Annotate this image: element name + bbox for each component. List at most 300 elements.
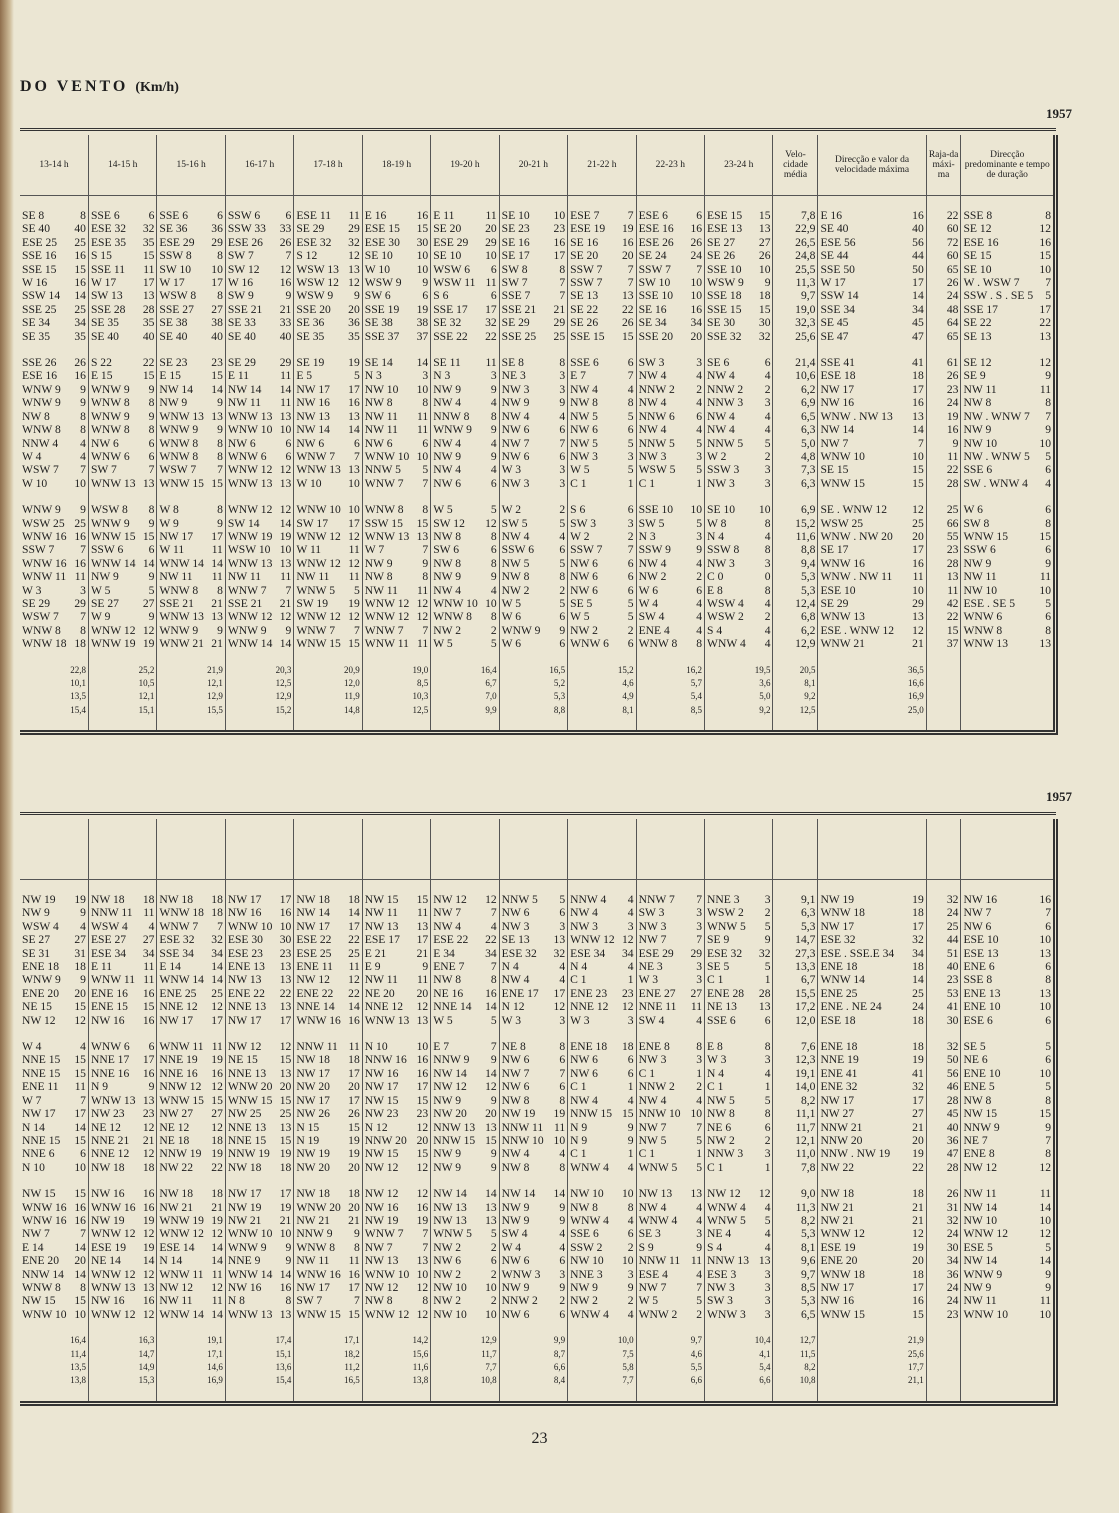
table-cell — [499, 933, 567, 946]
table-cell — [431, 610, 499, 623]
table-cell — [362, 383, 430, 396]
wind-value — [639, 1254, 702, 1267]
table-cell — [568, 303, 636, 316]
wind-value — [639, 1094, 702, 1107]
table-cell — [636, 1121, 704, 1134]
wind-speed: 16 — [74, 556, 86, 570]
wind-direction: W 17 — [159, 276, 185, 290]
wind-value — [91, 276, 154, 289]
average-cell: 20,9 — [294, 664, 362, 677]
wind-value — [365, 570, 428, 583]
spacer-cell — [926, 1027, 961, 1040]
table-cell — [818, 396, 926, 409]
wind-speed: 9 — [490, 449, 497, 463]
wind-speed: 40 — [912, 222, 924, 236]
wind-value — [963, 893, 1051, 906]
wind-value — [570, 396, 633, 409]
average-cell — [961, 664, 1053, 677]
wind-value — [159, 423, 222, 436]
wind-direction: WNW 21 — [159, 637, 204, 651]
wind-speed: 12 — [211, 1120, 223, 1134]
wind-value — [296, 209, 359, 222]
table-cell — [961, 1147, 1053, 1160]
spacer-cell — [362, 1027, 430, 1040]
wind-speed: 13 — [690, 1187, 703, 1201]
table-cell — [705, 249, 773, 262]
wind-direction: NNE 13 — [227, 1120, 267, 1134]
wind-value — [365, 1080, 428, 1093]
wind-value — [502, 637, 565, 650]
table-cell — [88, 1121, 156, 1134]
table-cell — [157, 410, 225, 423]
table-cell — [568, 1080, 636, 1093]
table-cell — [294, 249, 362, 262]
wind-direction: SSW 8 — [159, 249, 192, 263]
table-cell: 6,3 — [773, 906, 818, 919]
wind-value — [228, 1040, 291, 1053]
wind-speed: 21 — [142, 1133, 155, 1147]
table-cell: 19,0 — [773, 303, 818, 316]
wind-value — [502, 1294, 565, 1307]
wind-value — [570, 1308, 633, 1321]
table-cell — [20, 289, 88, 302]
wind-direction: ENE 15 — [90, 1000, 128, 1014]
wind-speed: 3 — [696, 529, 703, 543]
wind-value — [296, 960, 359, 973]
table-cell — [818, 973, 926, 986]
wind-speed: 4 — [627, 906, 634, 920]
table-cell — [499, 906, 567, 919]
table-cell — [705, 383, 773, 396]
table-cell — [88, 933, 156, 946]
table-cell — [294, 1000, 362, 1013]
wind-value — [159, 249, 222, 262]
wind-direction: WNW 11 — [22, 570, 67, 584]
table-cell: 47 — [926, 1147, 961, 1160]
table-cell — [705, 503, 773, 516]
wind-value — [820, 1067, 923, 1080]
wind-speed: 14 — [553, 1187, 566, 1201]
table-cell — [705, 947, 773, 960]
wind-value — [22, 987, 86, 1000]
wind-direction: NNW 13 — [707, 1254, 750, 1268]
table-cell — [818, 1268, 926, 1281]
wind-speed: 18 — [279, 1160, 292, 1174]
wind-speed: 14 — [74, 1240, 86, 1254]
wind-speed: 10 — [1039, 583, 1051, 597]
table-cell — [431, 906, 499, 919]
table-cell — [225, 610, 293, 623]
wind-direction: SE 44 — [820, 249, 849, 263]
wind-direction: SE 27 — [22, 933, 51, 947]
wind-speed: 18 — [74, 960, 86, 974]
table-cell: 4,8 — [773, 450, 818, 463]
spacer-row — [20, 196, 1053, 210]
average-cell: 9,7 — [636, 1334, 704, 1347]
table-cell: 51 — [926, 947, 961, 960]
wind-value — [22, 423, 86, 436]
table-cell: 23 — [926, 973, 961, 986]
wind-value — [963, 1254, 1051, 1267]
wind-direction: NW 8 — [570, 396, 598, 410]
wind-speed: 4 — [80, 436, 86, 450]
wind-value — [365, 263, 428, 276]
table-cell — [818, 450, 926, 463]
wind-speed: 9 — [764, 276, 771, 290]
wind-speed: 10 — [1039, 436, 1051, 450]
table-cell — [568, 610, 636, 623]
wind-speed: 14 — [74, 1267, 86, 1281]
wind-direction: NW 8 — [433, 973, 462, 987]
wind-value — [22, 356, 86, 369]
table-cell — [568, 1187, 636, 1200]
wind-direction: NW 19 — [227, 1200, 262, 1214]
wind-speed: 14 — [416, 356, 429, 370]
table-cell — [961, 303, 1053, 316]
table-cell — [20, 920, 88, 933]
table-cell — [431, 597, 499, 610]
wind-direction: NW 3 — [707, 556, 735, 570]
table-cell — [294, 597, 362, 610]
wind-speed: 16 — [279, 1280, 292, 1294]
table-cell — [225, 1281, 293, 1294]
wind-direction: NW 21 — [159, 1200, 194, 1214]
spacer-cell — [225, 1321, 293, 1334]
wind-speed: 8 — [353, 1240, 360, 1254]
table-top-rule — [20, 128, 1056, 131]
table-cell — [88, 1094, 156, 1107]
spacer-cell — [294, 343, 362, 356]
spacer-cell — [961, 1027, 1053, 1040]
table-cell — [157, 637, 225, 650]
table-cell — [818, 933, 926, 946]
wind-speed: 10 — [912, 449, 924, 463]
wind-value — [159, 987, 222, 1000]
wind-speed: 17 — [74, 1107, 86, 1121]
wind-value — [570, 1080, 633, 1093]
wind-direction: WNW 19 — [90, 637, 136, 651]
wind-direction: SE 31 — [22, 946, 51, 960]
wind-direction: NW 9 — [159, 396, 188, 410]
wind-direction: SE 5 — [570, 596, 593, 610]
table-cell — [499, 1308, 567, 1321]
table-cell — [20, 209, 88, 222]
wind-direction: ESE 3 — [707, 1267, 737, 1281]
wind-value — [159, 906, 222, 919]
spacer-cell — [636, 1174, 704, 1187]
wind-speed: 15 — [348, 1120, 360, 1134]
table-cell — [431, 557, 499, 570]
wind-value — [91, 1121, 154, 1134]
table-cell — [20, 1294, 88, 1307]
wind-speed: 7 — [422, 476, 429, 490]
wind-direction: ESE . WNW 12 — [820, 623, 895, 637]
wind-speed: 34 — [690, 316, 703, 330]
wind-speed: 7 — [696, 262, 703, 276]
table-cell — [157, 369, 225, 382]
wind-speed: 12 — [1039, 1227, 1051, 1241]
wind-direction: NW 14 — [296, 423, 330, 437]
wind-direction: ENE 20 — [22, 1254, 60, 1268]
table-cell: 23 — [926, 383, 961, 396]
spacer-cell — [88, 1388, 156, 1401]
wind-direction: SW 14 — [227, 516, 260, 530]
wind-value — [570, 597, 633, 610]
table-cell — [568, 517, 636, 530]
column-header — [636, 819, 704, 880]
wind-direction: SSE 10 — [638, 289, 674, 303]
wind-direction: SSE 21 — [227, 596, 263, 610]
column-header: 15-16 h — [157, 135, 225, 196]
wind-speed: 8 — [217, 503, 223, 517]
average-cell: 16,4 — [431, 664, 499, 677]
wind-value — [22, 1308, 86, 1321]
wind-direction: ESE 25 — [22, 235, 58, 249]
wind-direction: NW 4 — [638, 396, 667, 410]
table-cell — [294, 624, 362, 637]
wind-direction: WNW 14 — [159, 556, 204, 570]
table-cell — [818, 1147, 926, 1160]
wind-value — [22, 933, 86, 946]
wind-speed: 7 — [285, 583, 292, 597]
table-cell — [362, 624, 430, 637]
table-cell — [431, 303, 499, 316]
wind-value — [707, 624, 770, 637]
wind-direction: NNW 20 — [820, 1133, 863, 1147]
wind-speed: 12 — [279, 610, 292, 624]
table-cell — [636, 947, 704, 960]
wind-value — [639, 933, 702, 946]
table-cell — [88, 1268, 156, 1281]
spacer-cell — [157, 1174, 225, 1187]
wind-value — [433, 369, 496, 382]
wind-value — [820, 1201, 923, 1214]
spacer-cell — [705, 196, 773, 210]
wind-value — [296, 1308, 359, 1321]
wind-direction: WNW 2 — [638, 1307, 678, 1321]
wind-value — [963, 517, 1051, 530]
spacer-cell — [20, 1388, 88, 1401]
wind-direction: W 6 — [963, 503, 983, 517]
wind-value — [639, 1147, 702, 1160]
wind-direction: NW 9 — [433, 449, 462, 463]
table-cell — [362, 1107, 430, 1120]
wind-direction: W 3 — [707, 1053, 727, 1067]
wind-direction: W . WSW 7 — [963, 276, 1020, 290]
wind-speed: 12 — [211, 1080, 223, 1094]
wind-speed: 18 — [348, 893, 360, 906]
wind-value — [639, 1107, 702, 1120]
wind-speed: 45 — [912, 316, 924, 330]
table-cell — [157, 477, 225, 490]
wind-speed: 13 — [416, 919, 429, 933]
table-row — [20, 920, 1053, 933]
wind-value — [365, 637, 428, 650]
wind-speed: 23 — [279, 946, 292, 960]
wind-value — [365, 249, 428, 262]
wind-value — [639, 920, 702, 933]
wind-direction: NW 21 — [820, 1200, 855, 1214]
wind-value — [159, 1067, 222, 1080]
wind-speed: 4 — [627, 382, 634, 396]
spacer-cell — [225, 880, 293, 894]
wind-value — [502, 423, 565, 436]
wind-direction: WNW 8 — [90, 423, 130, 437]
table-cell — [362, 1067, 430, 1080]
column-header: Direcção e valor da velocidade máxima — [818, 135, 926, 196]
table-cell — [294, 1067, 362, 1080]
wind-value — [963, 1281, 1051, 1294]
spacer-cell — [705, 1388, 773, 1401]
table-cell — [636, 597, 704, 610]
wind-value — [91, 1281, 154, 1294]
spacer-row — [20, 343, 1053, 356]
wind-speed: 9 — [148, 1080, 155, 1094]
wind-speed: 7 — [80, 610, 86, 624]
wind-speed: 13 — [758, 222, 771, 236]
wind-value — [820, 356, 923, 369]
wind-value — [707, 276, 770, 289]
wind-value — [91, 920, 154, 933]
wind-direction: SE 10 — [364, 249, 393, 263]
spacer-cell — [818, 880, 926, 894]
wind-speed: 3 — [764, 1294, 771, 1308]
wind-speed: 10 — [485, 1280, 497, 1294]
table-cell — [225, 557, 293, 570]
wind-value — [639, 1000, 702, 1013]
wind-value — [820, 209, 923, 222]
wind-direction: WSW 7 — [22, 610, 59, 624]
wind-value — [707, 1241, 770, 1254]
table-cell — [961, 1107, 1053, 1120]
table-cell — [818, 503, 926, 516]
table-cell — [961, 1214, 1053, 1227]
wind-value — [91, 906, 154, 919]
wind-direction: NW 8 — [22, 409, 50, 423]
wind-speed: 21 — [211, 637, 223, 651]
wind-value — [91, 1241, 154, 1254]
wind-direction: NW 13 — [364, 919, 399, 933]
wind-value — [228, 1214, 291, 1227]
wind-direction: E 5 — [296, 369, 313, 383]
spacer-cell — [294, 651, 362, 664]
average-cell: 16,9 — [157, 1374, 225, 1387]
wind-value — [570, 222, 633, 235]
wind-speed: 20 — [621, 249, 634, 263]
table-cell: 5,3 — [773, 584, 818, 597]
wind-direction: NE 20 — [364, 986, 395, 1000]
wind-speed: 14 — [279, 382, 292, 396]
wind-direction: ESE 26 — [227, 235, 263, 249]
wind-value — [433, 1281, 496, 1294]
wind-speed: 20 — [416, 986, 429, 1000]
table-cell — [818, 356, 926, 369]
average-cell: 16,5 — [499, 664, 567, 677]
table-row — [20, 356, 1053, 369]
wind-direction: ESE 56 — [820, 235, 856, 249]
wind-direction: NW 3 — [501, 919, 530, 933]
wind-direction: NW 13 — [638, 1187, 673, 1201]
wind-value — [159, 1107, 222, 1120]
table-cell — [157, 249, 225, 262]
wind-direction: SE . WNW 12 — [820, 503, 887, 517]
wind-value — [433, 423, 496, 436]
wind-value — [22, 396, 86, 409]
table-cell — [705, 530, 773, 543]
wind-value — [22, 1161, 86, 1174]
table-cell — [818, 477, 926, 490]
table-cell — [20, 1053, 88, 1066]
wind-direction: WNW 8 — [90, 396, 130, 410]
wind-speed: 27 — [211, 302, 223, 316]
column-header: 16-17 h — [225, 135, 293, 196]
wind-speed: 7 — [1045, 906, 1051, 920]
table-cell — [961, 450, 1053, 463]
table-cell — [705, 222, 773, 235]
wind-speed: 15 — [279, 1133, 292, 1147]
wind-direction: WSW 25 — [22, 516, 65, 530]
table-cell — [431, 1187, 499, 1200]
table-cell — [225, 584, 293, 597]
wind-value — [159, 557, 222, 570]
table-cell — [362, 209, 430, 222]
wind-direction: ENE 20 — [820, 1254, 858, 1268]
wind-value — [91, 289, 154, 302]
wind-speed: 15 — [211, 476, 223, 490]
wind-direction: NW 15 — [963, 1107, 998, 1121]
wind-direction: NNW 13 — [433, 1120, 476, 1134]
wind-speed: 7 — [627, 276, 634, 290]
average-cell: 15,2 — [225, 704, 293, 717]
table-cell — [961, 1080, 1053, 1093]
wind-speed: 0 — [764, 570, 771, 584]
table-cell — [362, 906, 430, 919]
table-cell — [568, 410, 636, 423]
table-cell — [20, 1308, 88, 1321]
wind-value — [963, 303, 1051, 316]
table-cell: 24 — [926, 906, 961, 919]
table-cell: 8,1 — [773, 1241, 818, 1254]
average-cell — [961, 677, 1053, 690]
wind-value — [707, 933, 770, 946]
wind-direction: NNW 5 — [364, 463, 401, 477]
wind-speed: 11 — [1039, 570, 1051, 584]
table-cell — [157, 330, 225, 343]
wind-direction: NW 18 — [296, 1187, 330, 1201]
table-cell — [362, 530, 430, 543]
spacer-cell — [926, 196, 961, 210]
wind-speed: 4 — [696, 1093, 703, 1107]
table-cell — [20, 610, 88, 623]
table-cell — [294, 933, 362, 946]
table-cell — [362, 263, 430, 276]
wind-speed: 12 — [1039, 222, 1051, 236]
wind-direction: NW 16 — [963, 893, 998, 906]
wind-value — [91, 1161, 154, 1174]
spacer-cell — [926, 717, 961, 730]
table-cell — [636, 987, 704, 1000]
wind-direction: W 16 — [22, 276, 48, 290]
wind-direction: SE 29 — [296, 222, 325, 236]
wind-direction: S 6 — [433, 289, 449, 303]
table-cell — [157, 610, 225, 623]
table-cell — [20, 987, 88, 1000]
wind-speed: 4 — [764, 369, 771, 383]
wind-direction: NW 4 — [707, 369, 735, 383]
wind-speed: 20 — [279, 1080, 292, 1094]
wind-direction: WNW 8 — [638, 637, 678, 651]
wind-direction: WNW 8 — [364, 503, 404, 517]
